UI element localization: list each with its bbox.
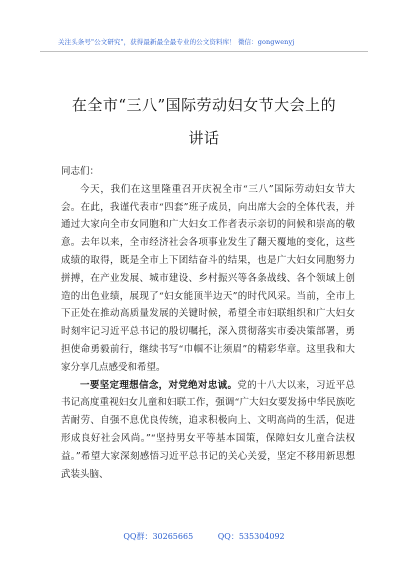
document-title-line2: 讲话 [188,129,220,147]
footer-qq: QQ：535304092 [217,532,285,541]
document-title: 在全市“三八”国际劳动妇女节大会上的 [71,96,337,114]
point-text: 党的十八大以来，习近平总书记高度重视妇女儿童和妇联工作，强调“广大妇女要发扬中华民族吃苦耐劳、自强不息优良传统，追求积极向上、文明高尚的生活，促进形成良好社会风尚。”“坚持男女平等基本国策，保障妇女儿童合法权益。”希望大家深刻感悟习近平总书记的关心关爱，坚定不移用新思想武装头脑、 [61,379,355,480]
salutation: 同志们： [61,166,100,177]
document-body [61,163,355,483]
paragraph-opening: 今天，我们在这里隆重召开庆祝全市“三八”国际劳动妇女节大会。在此，我谨代表市“四套”班子成员，向出席大会的全体代表，并通过大家向全市女同胞和广大妇女工作者表示亲切的问候和崇高的敬意。去年以来，全市经济社会各项事业发生了翻天覆地的变化，这些成绩的取得，既是全市上下团结奋斗的结果，也是广大妇女同胞努力拼搏，在产业发展、城市建设、乡村振兴等各条战线、各个领域上创造的出色业绩，展现了“妇女能顶半边天”的时代风采。当前，全市上下正处在推动高质量发展的关键时候，希望全市妇联组织和广大妇女时刻牢记习近平总书记的殷切嘱托，深入贯彻落实市委决策部署，勇担使命勇毅前行，继续书写“巾帼不让须眉”的精彩华章。这里我和大家分享几点感受和希望。 [61,183,355,373]
header-banner: 关注头条号"公文研究"，获得最新最全最专业的公文资料库！ 微信：gongwenyj [58,38,295,46]
paragraph-first-point [61,377,355,484]
point-heading: 一要坚定理想信念，对党绝对忠诚。 [80,379,238,391]
header-divider [40,51,368,52]
footer [0,531,408,542]
footer-qq-group: QQ群：30265665 [123,532,194,541]
